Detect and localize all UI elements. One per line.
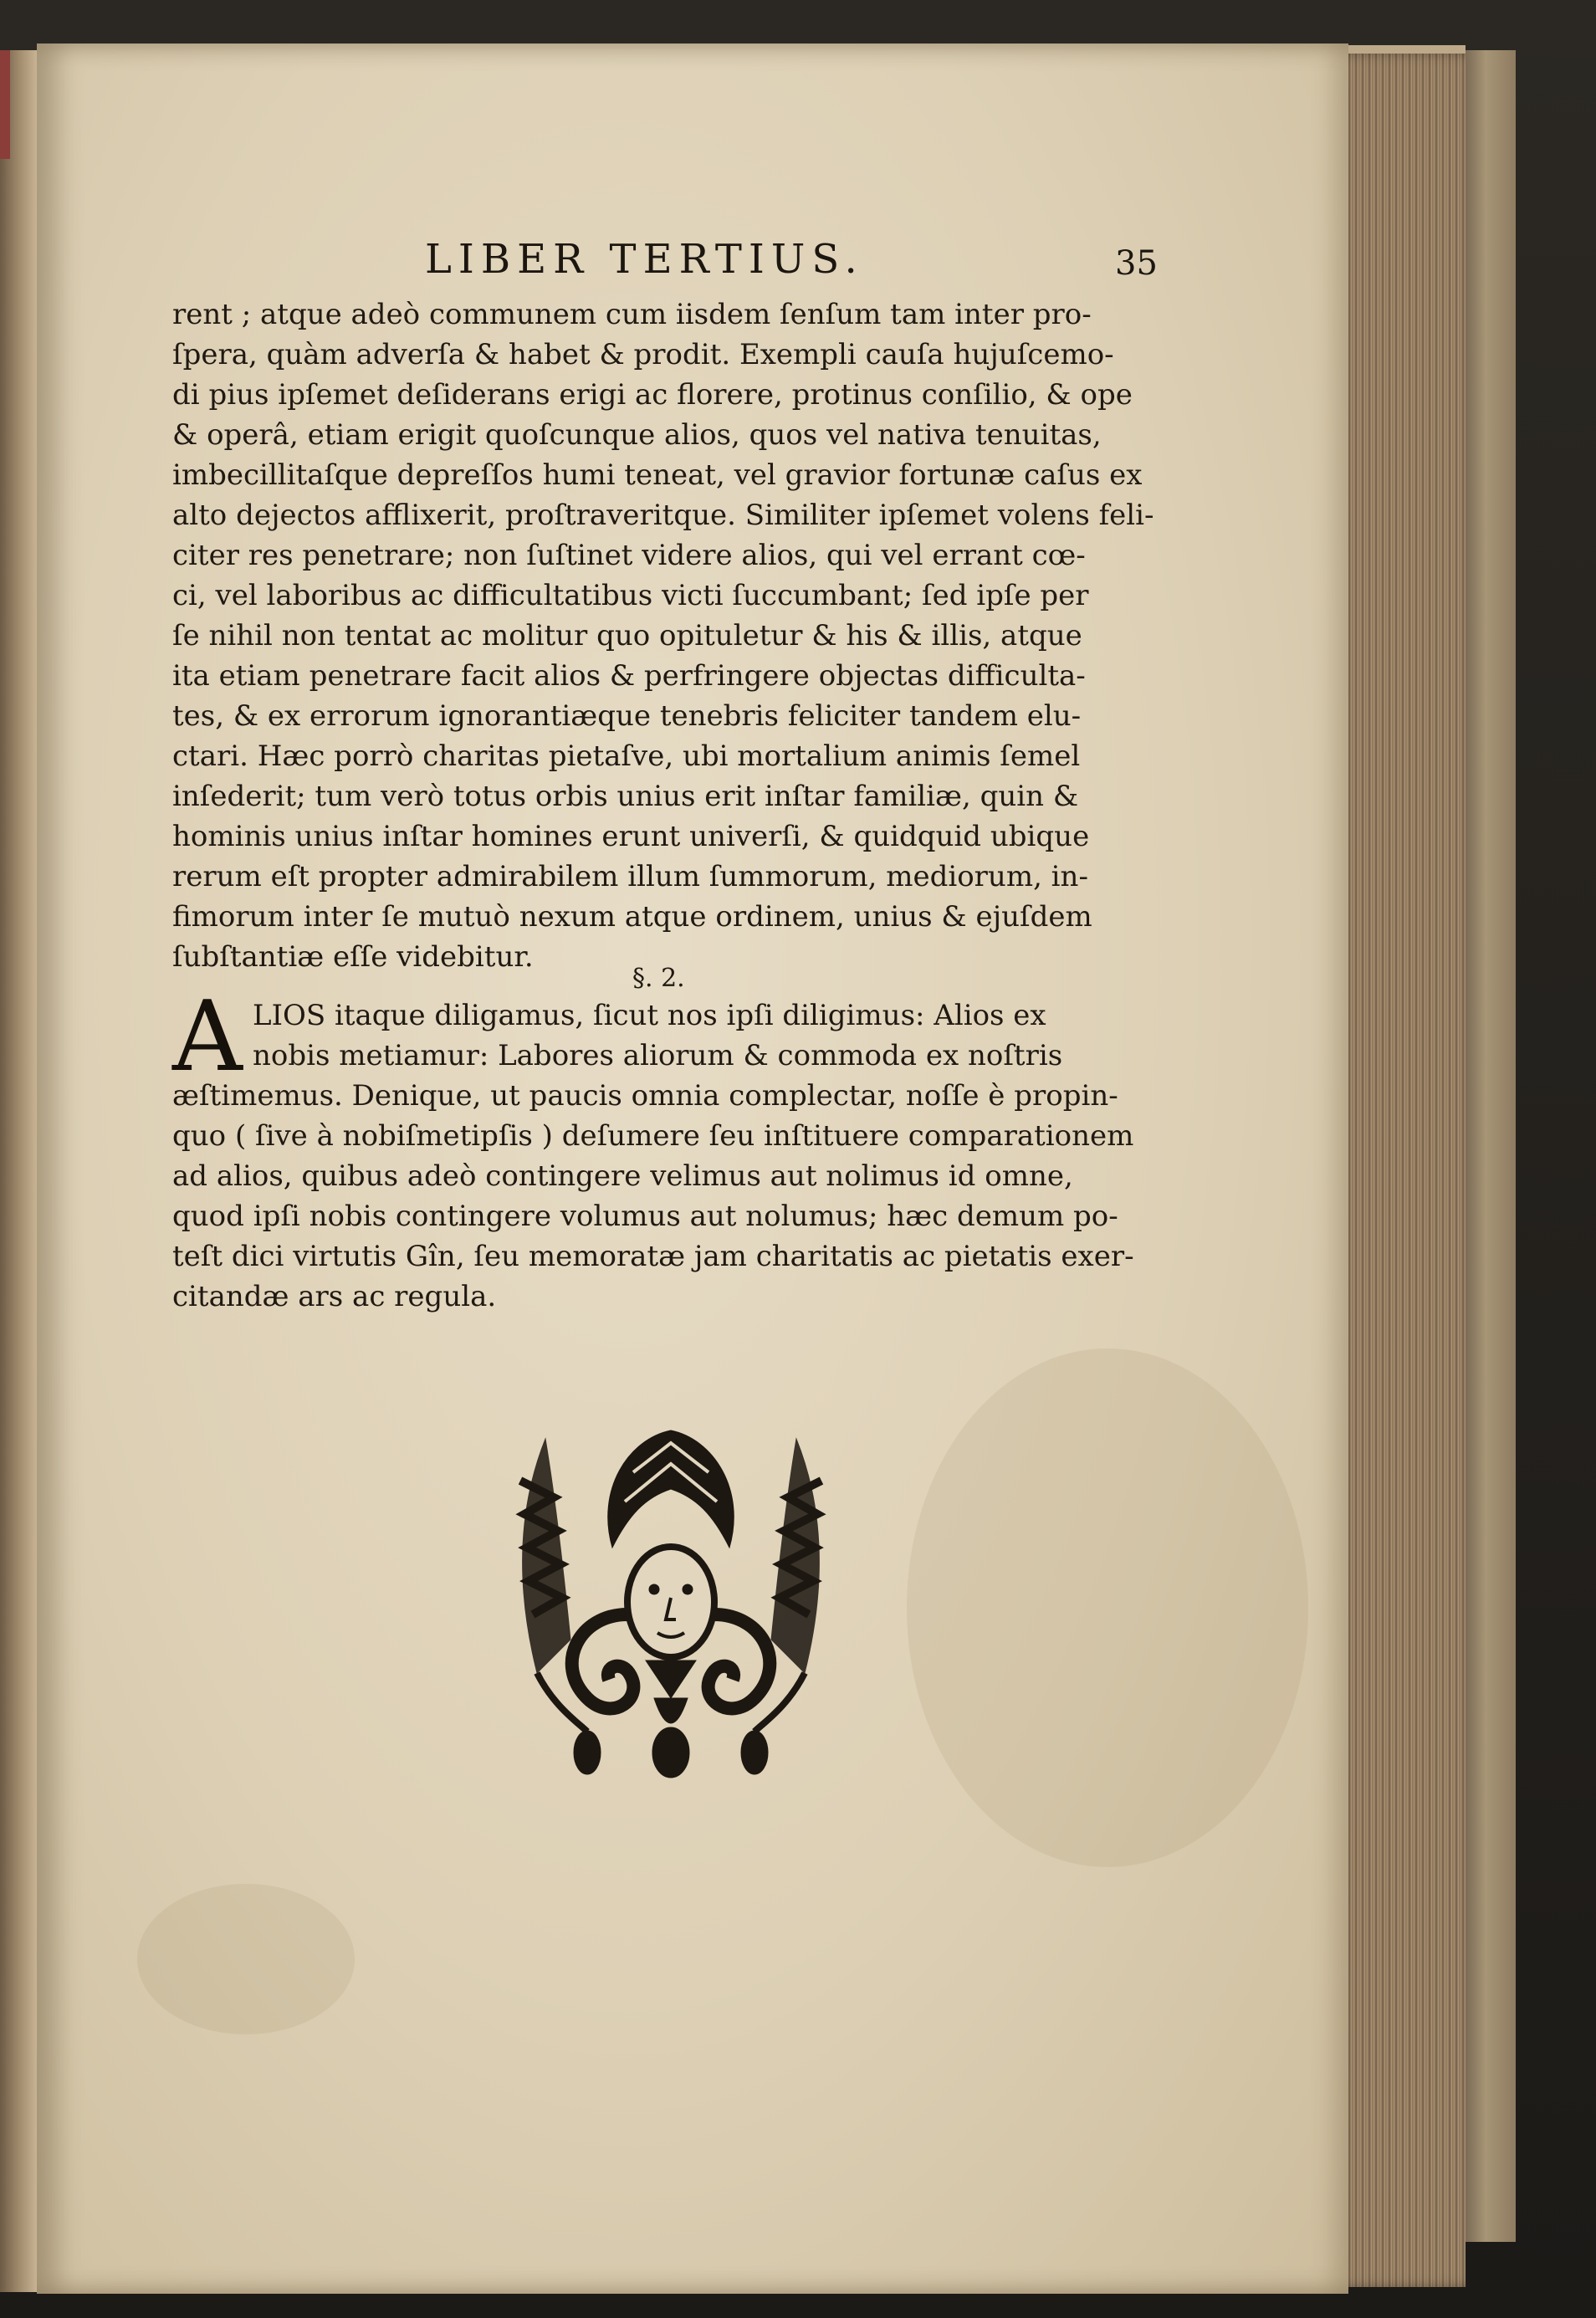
text-line: & operâ, etiam erigit quoſcunque alios, quos vel nativa tenuitas, <box>172 418 1102 452</box>
text-line: ctari. Hæc porrò charitas pietaſve, ubi mortalium animis ſemel <box>172 739 1081 773</box>
text-line: æſtimemus. Denique, ut paucis omnia complectar, noſſe è propin- <box>172 1079 1118 1113</box>
woodcut-tailpiece-svg <box>487 1422 855 1782</box>
text-line: quo ( ſive à nobiſmetipſis ) deſumere ſeu inſtituere comparationem <box>172 1119 1134 1153</box>
paragraph-2 <box>172 980 1154 1317</box>
text-line: rerum eſt propter admirabilem illum ſummorum, mediorum, in- <box>172 860 1088 893</box>
drop-cap: A <box>172 980 243 1093</box>
text-line: rent ; atque adeò communem cum iisdem ſenſum tam inter pro- <box>172 298 1092 331</box>
page-header <box>385 236 1158 294</box>
text-line: quod ipſi nobis contingere volumus aut nolumus; hæc demum po- <box>172 1200 1118 1233</box>
woodcut-tailpiece-icon <box>487 1422 855 1782</box>
page-stain <box>137 1884 355 2034</box>
text-line: alto dejectos afflixerit, proſtraveritque. Similiter ipſemet volens feli- <box>172 499 1154 532</box>
text-line: ſubſtantiæ eſſe videbitur. <box>172 940 534 974</box>
back-cover <box>1466 50 1516 2242</box>
running-head: LIBER TERTIUS. <box>425 236 864 283</box>
text-line: citer res penetrare; non ſuſtinet videre alios, qui vel errant cœ- <box>172 539 1086 572</box>
text-line: fimorum inter ſe mutuò nexum atque ordinem, unius & ejuſdem <box>172 900 1092 934</box>
text-line: citandæ ars ac regula. <box>172 1280 497 1313</box>
text-line: inſederit; tum verò totus orbis unius erit inſtar familiæ, quin & <box>172 780 1079 813</box>
page-number: 35 <box>1115 244 1158 283</box>
page-block-edges <box>1332 54 1466 2287</box>
section-number: §. 2. <box>632 964 685 993</box>
text-line: di pius ipſemet deſiderans erigi ac florere, protinus conſilio, & ope <box>172 378 1133 412</box>
text-line: hominis unius inſtar homines erunt univerſi, & quidquid ubique <box>172 820 1090 853</box>
text-line: ita etiam penetrare facit alios & perfringere objectas difficulta- <box>172 659 1086 693</box>
text-line: teſt dici virtutis Gîn, ſeu memoratæ jam charitatis ac pietatis exer- <box>172 1240 1134 1273</box>
text-line: imbecillitaſque depreſſos humi teneat, vel gravior fortunæ caſus ex <box>172 458 1143 492</box>
bleed-through-area <box>907 1348 1308 1867</box>
left-page-edge <box>0 50 40 2292</box>
text-line: LIOS itaque diligamus, ſicut nos ipſi diligimus: Alios ex <box>253 999 1046 1032</box>
paragraph-1 <box>172 294 1154 977</box>
text-line: ſe nihil non tentat ac molitur quo opituletur & his & illis, atque <box>172 619 1082 652</box>
text-line: nobis metiamur: Labores aliorum & commoda ex noſtris <box>253 1039 1063 1072</box>
text-line: ſpera, quàm adverſa & habet & prodit. Exempli cauſa hujuſcemo- <box>172 338 1114 371</box>
text-line: ci, vel laboribus ac difficultatibus victi ſuccumbant; ſed ipſe per <box>172 579 1089 612</box>
text-line: ad alios, quibus adeò contingere velimus aut nolimus id omne, <box>172 1159 1073 1193</box>
cover-band <box>0 50 10 159</box>
text-line: tes, & ex errorum ignorantiæque tenebris feliciter tandem elu- <box>172 699 1082 733</box>
